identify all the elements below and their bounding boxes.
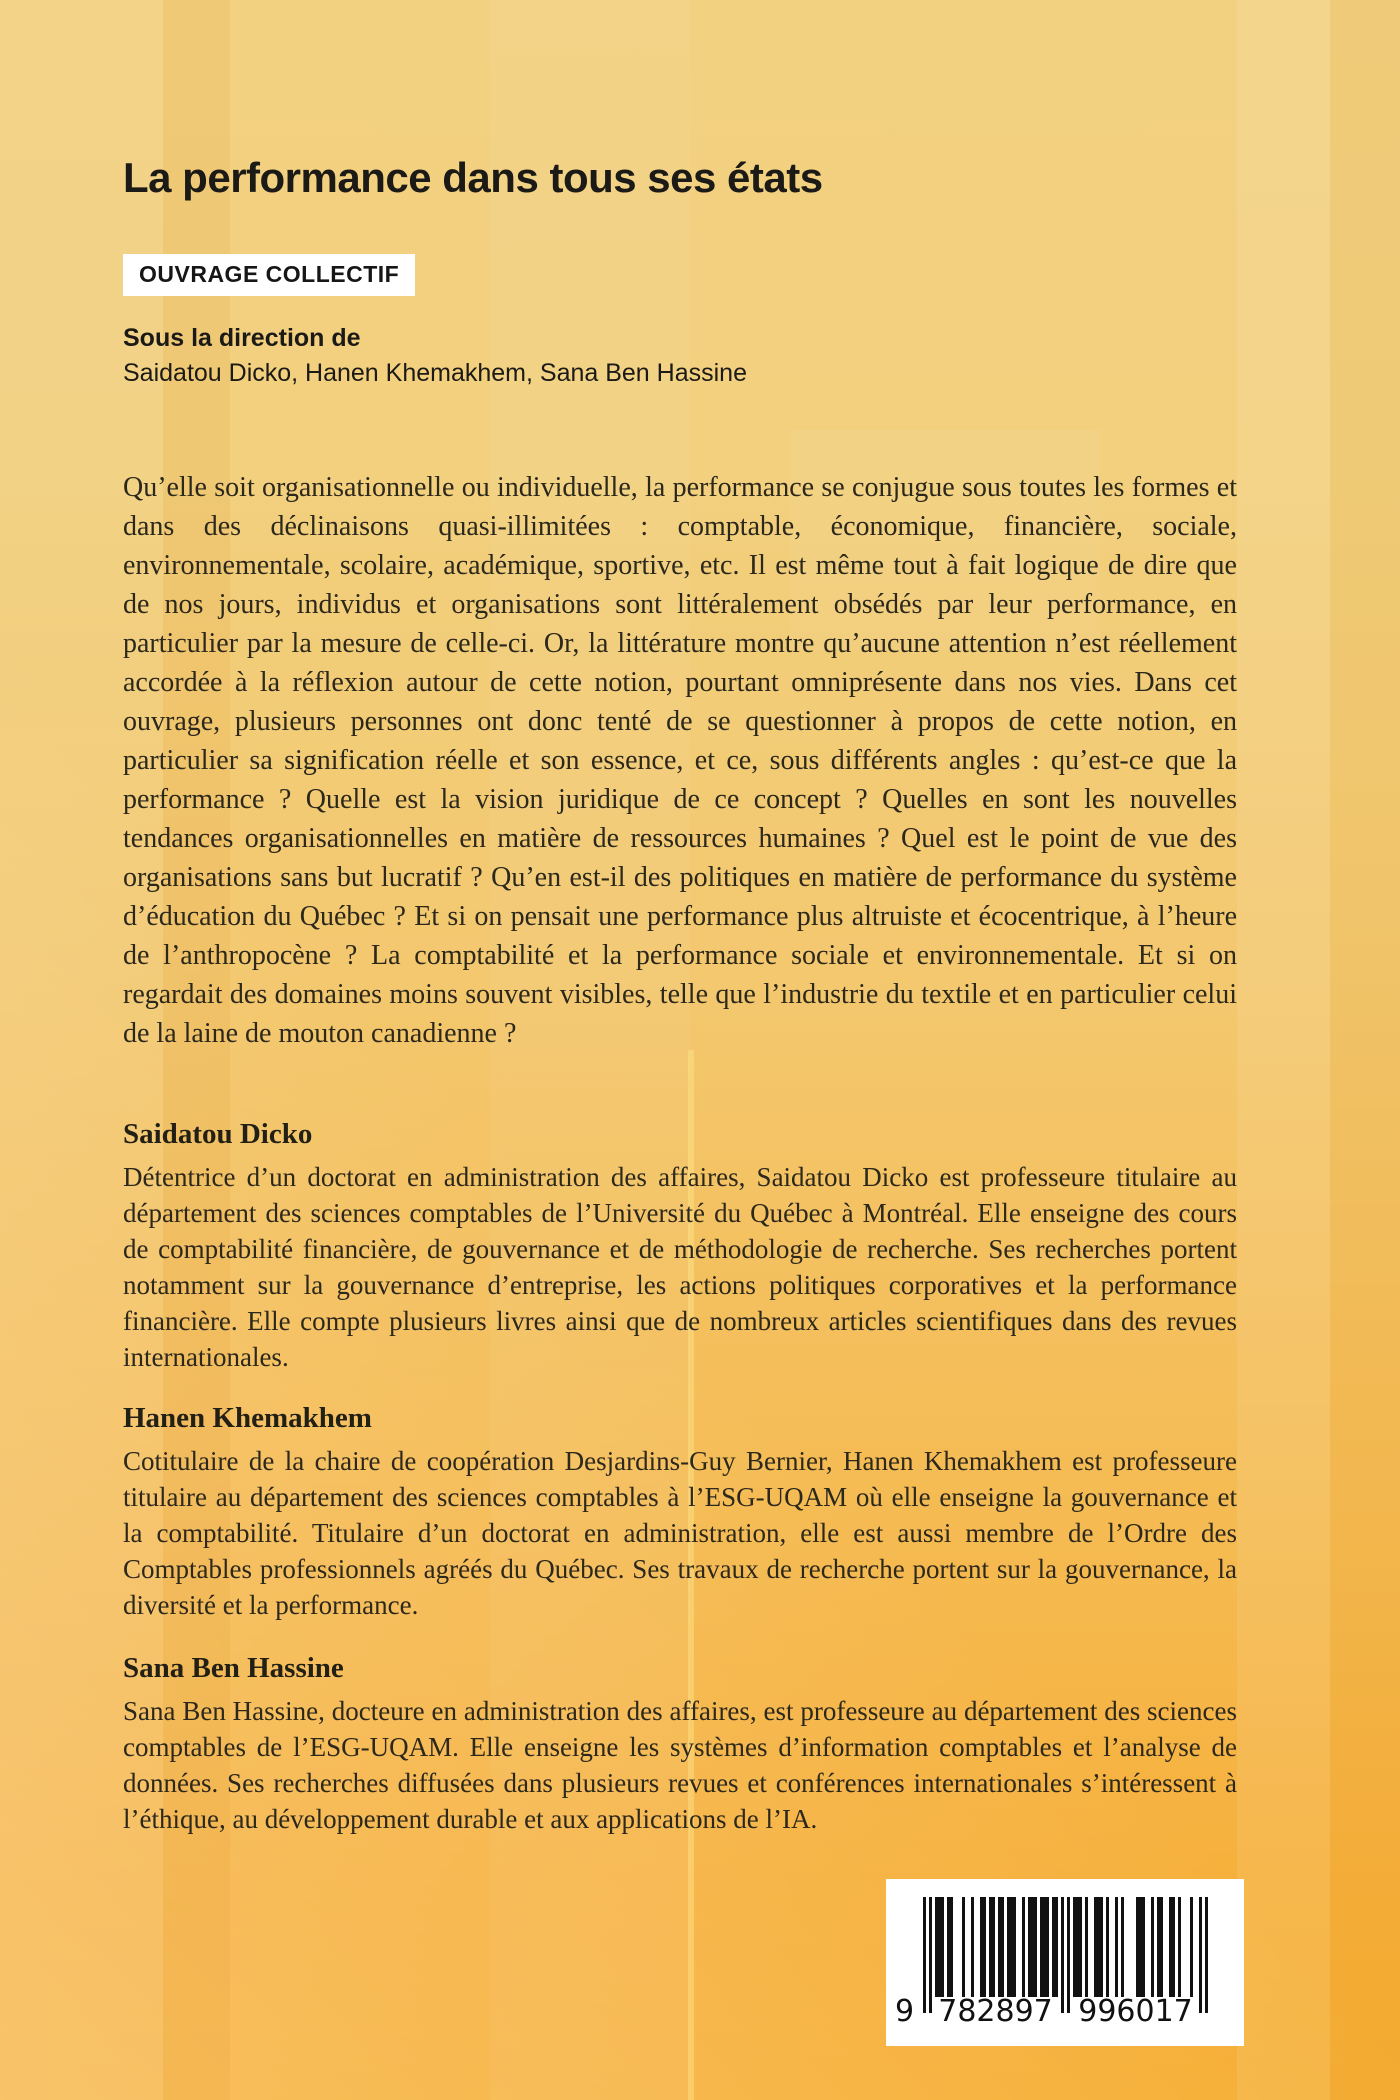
book-title: La performance dans tous ses états: [123, 154, 823, 202]
barcode-digits-right: 996017: [1078, 1994, 1193, 2029]
background-stripe: [1237, 0, 1330, 2100]
isbn-barcode: [886, 1879, 1244, 2046]
author-bio-saidatou-dicko: [123, 1118, 1237, 1375]
author-name: Saidatou Dicko: [123, 1118, 313, 1150]
editors-names: Saidatou Dicko, Hanen Khemakhem, Sana Ben Hassine: [123, 359, 747, 387]
barcode-area: [894, 1897, 1208, 2037]
direction-label: Sous la direction de: [123, 324, 361, 352]
collective-work-badge: OUVRAGE COLLECTIF: [123, 254, 415, 296]
editors-block: [123, 321, 1123, 391]
author-bio-sana-ben-hassine: [123, 1652, 1237, 1837]
author-bio-text: Sana Ben Hassine, docteure en administration des affaires, est professeure au département des sciences comptables de l’ESG-UQAM. Elle enseigne les systèmes d’information comptables et l’analyse de données. Ses recherches diffusées dans plusieurs revues et conférences internationales s’intéressent à l’éthique, au développement durable et aux applications de l’IA.: [123, 1696, 1237, 1834]
author-bio-text: Détentrice d’un doctorat en administration des affaires, Saidatou Dicko est professeure titulaire au département des sciences comptables de l’Université du Québec à Montréal. Elle enseigne des cours de comptabilité financière, de gouvernance et de méthodologie de recherche. Ses recherches portent notamment sur la gouvernance d’entreprise, les actions politiques corporatives et la performance financière. Elle compte plusieurs livres ainsi que de nombreux articles scientifiques dans des revues internationales.: [123, 1162, 1237, 1372]
author-name: Hanen Khemakhem: [123, 1402, 372, 1434]
author-bio-hanen-khemakhem: [123, 1402, 1237, 1623]
barcode-digit-first: 9: [894, 1994, 915, 2029]
author-bio-text: Cotitulaire de la chaire de coopération Desjardins-Guy Bernier, Hanen Khemakhem est professeure titulaire au département des sciences comptables à l’ESG-UQAM où elle enseigne la gouvernance et la comptabilité. Titulaire d’un doctorat en administration, elle est aussi membre de l’Ordre des Comptables professionnels agréés du Québec. Ses travaux de recherche portent sur la gouvernance, la diversité et la performance.: [123, 1446, 1237, 1620]
author-name: Sana Ben Hassine: [123, 1652, 344, 1684]
barcode-digits-left: 782897: [938, 1994, 1053, 2029]
synopsis-paragraph: Qu’elle soit organisationnelle ou individuelle, la performance se conjugue sous toutes les formes et dans des déclinaisons quasi-illimitées : comptable, économique, financière, sociale, environnementale, scolaire, académique, sportive, etc. Il est même tout à fait logique de dire que de nos jours, individus et organisations sont littéralement obsédés par leur performance, en particulier par la mesure de celle-ci. Or, la littérature montre qu’aucune attention n’est réellement accordée à la réflexion autour de cette notion, pourtant omniprésente dans nos vies. Dans cet ouvrage, plusieurs personnes ont donc tenté de se questionner à propos de cette notion, en particulier sa signification réelle et son essence, et ce, sous différents angles : qu’est-ce que la performance ? Quelle est la vision juridique de ce concept ? Quelles en sont les nouvelles tendances organisationnelles en matière de ressources humaines ? Quel est le point de vue des organisations sans but lucratif ? Qu’en est-il des politiques en matière de performance du système d’éducation du Québec ? Et si on pensait une performance plus altruiste et écocentrique, à l’heure de l’anthropocène ? La comptabilité et la performance sociale et environnementale. Et si on regardait des domaines moins souvent visibles, telle que l’industrie du textile et en particulier celui de la laine de mouton canadienne ?: [123, 472, 1237, 1049]
background-stripe: [1330, 0, 1400, 2100]
